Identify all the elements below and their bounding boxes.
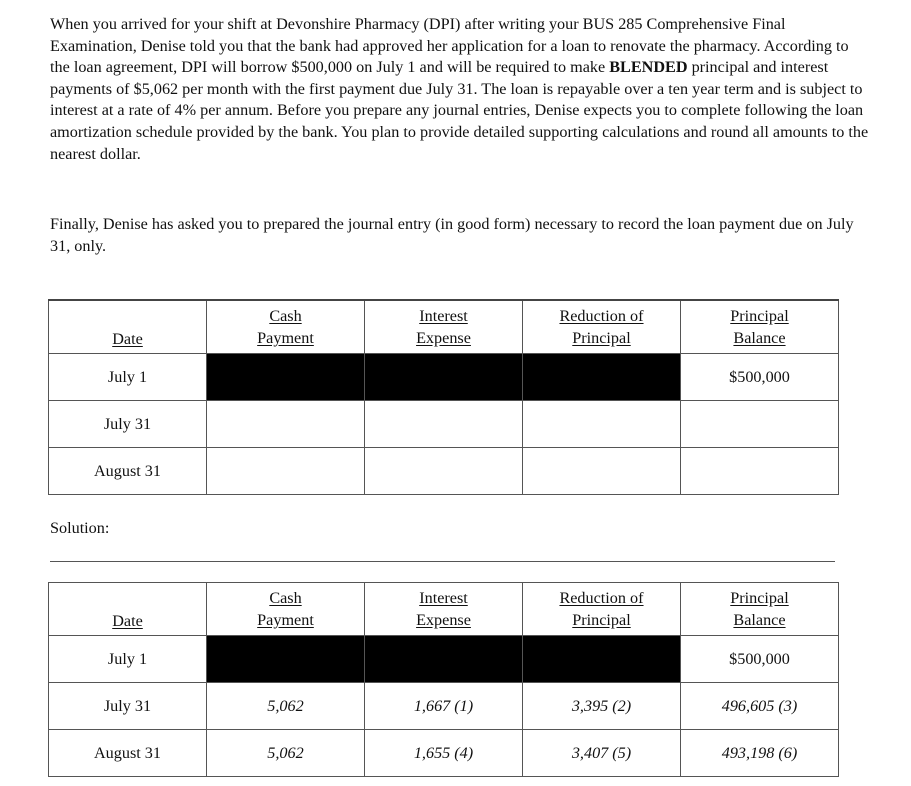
interest-cell: 1,667 (1) <box>365 683 523 730</box>
reduction-cell <box>523 448 681 495</box>
header-interest-expense: Interest Expense <box>365 300 523 354</box>
problem-intro <box>50 14 870 165</box>
intro-bold-blended: BLENDED <box>609 58 688 77</box>
table-row <box>49 683 839 730</box>
blacked-out-cell <box>523 636 681 683</box>
interest-cell <box>365 401 523 448</box>
interest-cell <box>365 448 523 495</box>
question-amortization-table <box>48 299 839 495</box>
blacked-out-cell <box>365 354 523 401</box>
blacked-out-cell <box>207 354 365 401</box>
separator-line <box>50 561 835 562</box>
table-row <box>49 730 839 777</box>
date-cell: July 31 <box>49 683 207 730</box>
reduction-cell: 3,407 (5) <box>523 730 681 777</box>
cash-cell <box>207 401 365 448</box>
cash-cell <box>207 448 365 495</box>
header-reduction-principal: Reduction of Principal <box>523 300 681 354</box>
header-date: Date <box>49 583 207 636</box>
header-cash-payment: Cash Payment <box>207 583 365 636</box>
header-interest-expense: Interest Expense <box>365 583 523 636</box>
solution-label: Solution: <box>50 519 110 537</box>
header-principal-balance: Principal Balance <box>681 583 839 636</box>
blacked-out-cell <box>365 636 523 683</box>
date-cell: August 31 <box>49 730 207 777</box>
balance-cell: 493,198 (6) <box>681 730 839 777</box>
header-reduction-principal: Reduction of Principal <box>523 583 681 636</box>
table-header-row <box>49 583 839 636</box>
table-row <box>49 448 839 495</box>
balance-cell <box>681 401 839 448</box>
table-row <box>49 636 839 683</box>
header-cash-payment: Cash Payment <box>207 300 365 354</box>
balance-cell <box>681 448 839 495</box>
cash-cell: 5,062 <box>207 730 365 777</box>
blacked-out-cell <box>523 354 681 401</box>
reduction-cell: 3,395 (2) <box>523 683 681 730</box>
intro-text-b: principal and interest payments of $5,062 per month with the first payment due July 31. The loan is repayable over a ten year term and is subject to interest at a rate of 4% per annum. Before you prepare any journal entries, Denise expects you to complete following the loan amortization schedule provided by the bank. You plan to provide detailed supporting calculations and round all amounts to the nearest dollar. <box>50 58 869 163</box>
date-cell: July 1 <box>49 354 207 401</box>
balance-cell: $500,000 <box>681 636 839 683</box>
interest-cell: 1,655 (4) <box>365 730 523 777</box>
reduction-cell <box>523 401 681 448</box>
problem-finally: Finally, Denise has asked you to prepared the journal entry (in good form) necessary to record the loan payment due on July 31, only. <box>50 215 854 255</box>
solution-amortization-table <box>48 582 839 777</box>
date-cell: July 31 <box>49 401 207 448</box>
date-cell: July 1 <box>49 636 207 683</box>
cash-cell: 5,062 <box>207 683 365 730</box>
balance-cell: $500,000 <box>681 354 839 401</box>
header-date: Date <box>49 300 207 354</box>
table-header-row <box>49 300 839 354</box>
intro-text-a: When you arrived for your shift at Devonshire Pharmacy (DPI) after writing your BUS 285 Comprehensive Final Examination, Denise told you that the bank had approved her application for a loan to renovate the pharmacy. According to the loan agreement, DPI will borrow $500,000 on July 1 and will be required to make <box>50 15 849 77</box>
date-cell: August 31 <box>49 448 207 495</box>
table-row <box>49 354 839 401</box>
blacked-out-cell <box>207 636 365 683</box>
table-row <box>49 401 839 448</box>
balance-cell: 496,605 (3) <box>681 683 839 730</box>
header-principal-balance: Principal Balance <box>681 300 839 354</box>
